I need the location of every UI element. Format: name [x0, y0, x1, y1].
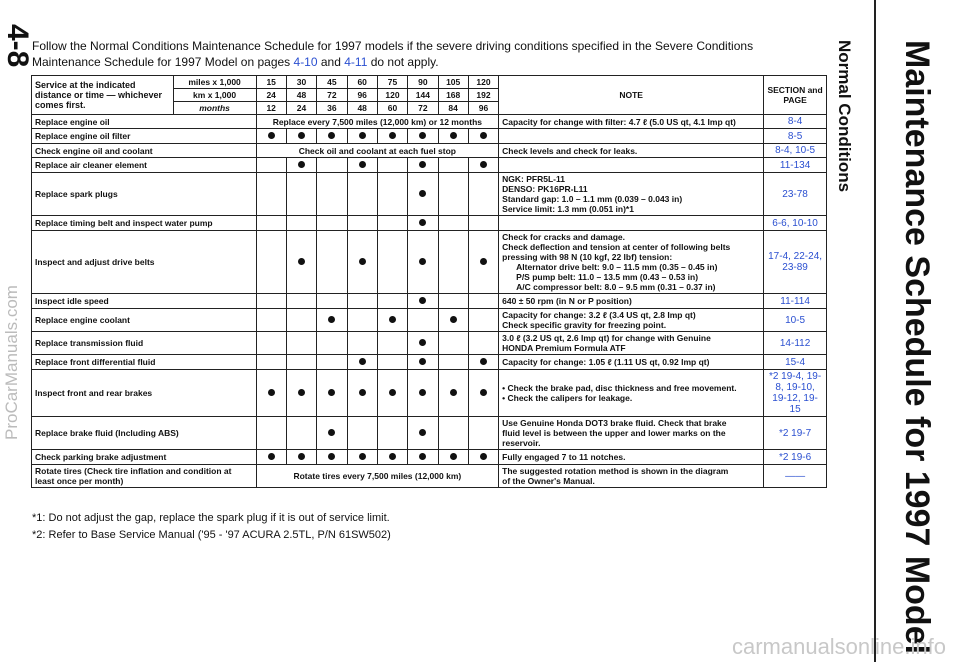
- km-value: 120: [377, 89, 407, 102]
- table-row: [32, 231, 827, 294]
- section-page-link[interactable]: *2 19-4, 19-8, 19-10, 19-12, 19-15: [764, 370, 827, 417]
- table-row: [32, 129, 827, 144]
- interval-cell: [256, 450, 286, 465]
- months-value: 12: [256, 102, 286, 115]
- footnotes: [32, 510, 391, 544]
- miles-value: 60: [347, 76, 377, 89]
- section-page-link[interactable]: 8-4, 10-5: [764, 144, 827, 158]
- interval-cell: [347, 294, 377, 309]
- watermark-left: ProCarManuals.com: [2, 285, 21, 440]
- table-row: [32, 465, 827, 488]
- service-item: Replace engine oil filter: [32, 129, 257, 144]
- interval-cell: [347, 450, 377, 465]
- interval-cell: [347, 355, 377, 370]
- interval-cell: [347, 309, 377, 332]
- km-value: 168: [438, 89, 468, 102]
- interval-cell: [468, 173, 498, 216]
- note-line: HONDA Premium Formula ATF: [502, 343, 626, 353]
- months-value: 36: [317, 102, 347, 115]
- side-title-sub: Normal Conditions: [835, 40, 854, 193]
- interval-cell: [377, 450, 407, 465]
- note-line: Check for cracks and damage.: [502, 232, 625, 242]
- page-link-4-11[interactable]: 4-11: [344, 55, 368, 69]
- note-cell: [499, 309, 764, 332]
- interval-cell: [377, 294, 407, 309]
- interval-cell: [256, 332, 286, 355]
- note-cell: [499, 417, 764, 450]
- page-link-4-10[interactable]: 4-10: [293, 55, 318, 69]
- interval-cell: [317, 332, 347, 355]
- interval-cell: [256, 417, 286, 450]
- service-dot-icon: [480, 258, 487, 265]
- interval-cell: [317, 370, 347, 417]
- service-item: Rotate tires (Check tire inflation and condition at least once per month): [32, 465, 257, 488]
- interval-cell: [438, 332, 468, 355]
- service-dot-icon: [419, 190, 426, 197]
- note-cell: [499, 129, 764, 144]
- interval-cell: [377, 309, 407, 332]
- service-dot-icon: [419, 219, 426, 226]
- side-title-main: Maintenance Schedule for 1997 Model: [898, 40, 936, 655]
- note-line: Use Genuine Honda DOT3 brake fluid. Check that brake: [502, 418, 727, 428]
- service-dot-icon: [268, 389, 275, 396]
- interval-cell: [468, 294, 498, 309]
- interval-cell: [377, 158, 407, 173]
- interval-cell: [468, 370, 498, 417]
- note-line: Standard gap: 1.0 – 1.1 mm (0.039 – 0.043 in): [502, 194, 683, 204]
- interval-cell: [286, 216, 316, 231]
- months-label: months: [173, 102, 256, 115]
- interval-cell: [317, 355, 347, 370]
- service-dot-icon: [419, 132, 426, 139]
- header-row-miles: [32, 76, 827, 89]
- interval-cell: [286, 309, 316, 332]
- interval-cell: [317, 158, 347, 173]
- interval-cell: [468, 332, 498, 355]
- service-dot-icon: [298, 389, 305, 396]
- service-item: Replace engine oil: [32, 115, 257, 129]
- service-dot-icon: [480, 358, 487, 365]
- service-dot-icon: [419, 161, 426, 168]
- interval-cell: [438, 450, 468, 465]
- service-dot-icon: [450, 389, 457, 396]
- interval-cell: [286, 231, 316, 294]
- interval-cell: [377, 216, 407, 231]
- interval-cell: [438, 158, 468, 173]
- section-page-link[interactable]: 15-4: [764, 355, 827, 370]
- interval-cell: [347, 231, 377, 294]
- miles-value: 45: [317, 76, 347, 89]
- months-value: 48: [347, 102, 377, 115]
- service-item: Replace brake fluid (Including ABS): [32, 417, 257, 450]
- note-cell: Check levels and check for leaks.: [499, 144, 764, 158]
- footnote-2: *2: Refer to Base Service Manual ('95 - '97 ACURA 2.5TL, P/N 61SW502): [32, 529, 391, 541]
- page-number: 4-8: [1, 24, 34, 68]
- interval-cell: [256, 231, 286, 294]
- interval-cell: [438, 173, 468, 216]
- interval-cell: [347, 158, 377, 173]
- interval-cell: [377, 173, 407, 216]
- note-cell: 640 ± 50 rpm (in N or P position): [499, 294, 764, 309]
- service-dot-icon: [419, 358, 426, 365]
- interval-cell: [408, 173, 438, 216]
- service-dot-icon: [328, 389, 335, 396]
- note-line: fluid level is between the upper and lower marks on the: [502, 428, 726, 438]
- miles-value: 90: [408, 76, 438, 89]
- service-dot-icon: [359, 358, 366, 365]
- service-dot-icon: [480, 132, 487, 139]
- interval-cell: [317, 173, 347, 216]
- months-value: 84: [438, 102, 468, 115]
- note-cell: Capacity for change: 1.05 ℓ (1.11 US qt, 0.92 Imp qt): [499, 355, 764, 370]
- miles-value: 15: [256, 76, 286, 89]
- interval-cell: [468, 417, 498, 450]
- section-page-link[interactable]: 14-112: [764, 332, 827, 355]
- service-dot-icon: [450, 316, 457, 323]
- service-dot-icon: [419, 297, 426, 304]
- km-value: 96: [347, 89, 377, 102]
- interval-cell: [256, 173, 286, 216]
- interval-cell: [468, 216, 498, 231]
- service-dot-icon: [359, 453, 366, 460]
- service-item: Replace transmission fluid: [32, 332, 257, 355]
- interval-cell: [286, 294, 316, 309]
- interval-cell: [438, 370, 468, 417]
- section-page-link[interactable]: 17-4, 22-24, 23-89: [764, 231, 827, 294]
- service-dot-icon: [419, 389, 426, 396]
- note-line: DENSO: PK16PR-L11: [502, 184, 588, 194]
- interval-cell: [286, 173, 316, 216]
- interval-cell: [438, 231, 468, 294]
- miles-value: 120: [468, 76, 498, 89]
- interval-cell: [438, 309, 468, 332]
- note-cell: [499, 370, 764, 417]
- service-dot-icon: [359, 161, 366, 168]
- service-dot-icon: [328, 453, 335, 460]
- service-item: Check parking brake adjustment: [32, 450, 257, 465]
- service-dot-icon: [419, 453, 426, 460]
- table-row: [32, 216, 827, 231]
- miles-label: miles x 1,000: [173, 76, 256, 89]
- interval-span: Replace every 7,500 miles (12,000 km) or 12 months: [256, 115, 499, 129]
- interval-cell: [408, 231, 438, 294]
- interval-cell: [408, 355, 438, 370]
- interval-cell: [256, 309, 286, 332]
- interval-span: Rotate tires every 7,500 miles (12,000 km): [256, 465, 499, 488]
- section-page-link[interactable]: 11-114: [764, 294, 827, 309]
- interval-cell: [256, 370, 286, 417]
- footnote-1: *1: Do not adjust the gap, replace the spark plug if it is out of service limit.: [32, 512, 390, 524]
- service-dot-icon: [328, 316, 335, 323]
- interval-cell: [286, 355, 316, 370]
- interval-cell: [408, 332, 438, 355]
- interval-cell: [468, 129, 498, 144]
- service-dot-icon: [389, 132, 396, 139]
- note-line: Check specific gravity for freezing point.: [502, 320, 667, 330]
- interval-cell: [347, 216, 377, 231]
- note-cell: [499, 332, 764, 355]
- km-value: 144: [408, 89, 438, 102]
- miles-value: 75: [377, 76, 407, 89]
- table-row: [32, 332, 827, 355]
- interval-cell: [286, 450, 316, 465]
- service-dot-icon: [298, 453, 305, 460]
- table-row: [32, 450, 827, 465]
- months-value: 60: [377, 102, 407, 115]
- service-item: Replace timing belt and inspect water pump: [32, 216, 257, 231]
- interval-cell: [256, 294, 286, 309]
- interval-cell: [286, 417, 316, 450]
- side-title: [835, 40, 936, 655]
- table-row: [32, 173, 827, 216]
- interval-cell: [408, 129, 438, 144]
- interval-cell: [286, 158, 316, 173]
- table-row: [32, 294, 827, 309]
- service-dot-icon: [480, 453, 487, 460]
- km-label: km x 1,000: [173, 89, 256, 102]
- section-page-link[interactable]: *2 19-7: [764, 417, 827, 450]
- note-line: 3.0 ℓ (3.2 US qt, 2.6 Imp qt) for change with Genuine: [502, 333, 711, 343]
- note-line: Check deflection and tension at center of following belts pressing with 98 N (10 kgf, 22 lbf) tension:: [502, 242, 731, 262]
- interval-cell: [317, 417, 347, 450]
- intro-part1: Follow the Normal Conditions Maintenance Schedule for 1997 models if the severe driving conditions specified in the Severe Conditions Maintenance Schedule for 1997 Model on pages: [32, 39, 754, 69]
- section-page-link[interactable]: *2 19-6: [764, 450, 827, 465]
- interval-cell: [317, 294, 347, 309]
- interval-cell: [317, 216, 347, 231]
- note-cell: [499, 216, 764, 231]
- interval-cell: [377, 332, 407, 355]
- interval-cell: [408, 370, 438, 417]
- service-dot-icon: [389, 453, 396, 460]
- note-cell: [499, 465, 764, 488]
- interval-cell: [377, 129, 407, 144]
- months-value: 72: [408, 102, 438, 115]
- interval-cell: [347, 370, 377, 417]
- note-header: NOTE: [499, 76, 764, 115]
- interval-cell: [408, 294, 438, 309]
- interval-cell: [408, 158, 438, 173]
- service-dot-icon: [359, 389, 366, 396]
- interval-cell: [408, 309, 438, 332]
- note-cell: [499, 158, 764, 173]
- section-page-link[interactable]: 8-4: [764, 115, 827, 129]
- note-line: NGK: PFR5L-11: [502, 174, 565, 184]
- interval-cell: [317, 129, 347, 144]
- service-dot-icon: [480, 161, 487, 168]
- note-cell: [499, 173, 764, 216]
- km-value: 24: [256, 89, 286, 102]
- service-dot-icon: [298, 132, 305, 139]
- interval-cell: [408, 216, 438, 231]
- service-item: Replace engine coolant: [32, 309, 257, 332]
- intro-text: [32, 38, 822, 70]
- section-page-link[interactable]: 8-5: [764, 129, 827, 144]
- interval-cell: [468, 450, 498, 465]
- interval-cell: [317, 450, 347, 465]
- note-line: The suggested rotation method is shown in the diagram: [502, 466, 729, 476]
- section-page-link[interactable]: 23-78: [764, 173, 827, 216]
- table-row: [32, 158, 827, 173]
- months-value: 24: [286, 102, 316, 115]
- section-page-link[interactable]: 11-134: [764, 158, 827, 173]
- interval-span: Check oil and coolant at each fuel stop: [256, 144, 499, 158]
- section-page-link[interactable]: 10-5: [764, 309, 827, 332]
- service-dot-icon: [389, 389, 396, 396]
- service-dot-icon: [419, 429, 426, 436]
- service-header: Service at the indicated distance or time — whichever comes first.: [32, 76, 174, 115]
- service-item: Replace front differential fluid: [32, 355, 257, 370]
- service-dot-icon: [450, 453, 457, 460]
- km-value: 192: [468, 89, 498, 102]
- service-dot-icon: [419, 339, 426, 346]
- table-row: [32, 144, 827, 158]
- interval-cell: [377, 370, 407, 417]
- interval-cell: [256, 129, 286, 144]
- table-row: [32, 370, 827, 417]
- interval-cell: [438, 216, 468, 231]
- km-value: 72: [317, 89, 347, 102]
- service-item: Inspect idle speed: [32, 294, 257, 309]
- service-item: Replace spark plugs: [32, 173, 257, 216]
- interval-cell: [286, 332, 316, 355]
- interval-cell: [347, 332, 377, 355]
- note-indent-line: A/C compressor belt: 8.0 – 9.5 mm (0.31 – 0.37 in): [516, 282, 716, 292]
- note-cell: Fully engaged 7 to 11 notches.: [499, 450, 764, 465]
- interval-cell: [317, 231, 347, 294]
- note-cell: [499, 231, 764, 294]
- miles-value: 105: [438, 76, 468, 89]
- service-dot-icon: [480, 389, 487, 396]
- miles-value: 30: [286, 76, 316, 89]
- interval-cell: [408, 450, 438, 465]
- interval-cell: [438, 417, 468, 450]
- note-indent-line: P/S pump belt: 11.0 – 13.5 mm (0.43 – 0.53 in): [516, 272, 699, 282]
- interval-cell: [286, 370, 316, 417]
- note-cell: Capacity for change with filter: 4.7 ℓ (5.0 US qt, 4.1 Imp qt): [499, 115, 764, 129]
- interval-cell: [256, 158, 286, 173]
- service-dot-icon: [298, 161, 305, 168]
- interval-cell: [377, 231, 407, 294]
- service-dot-icon: [328, 429, 335, 436]
- service-dot-icon: [419, 258, 426, 265]
- interval-cell: [377, 417, 407, 450]
- note-line: • Check the calipers for leakage.: [502, 393, 633, 403]
- intro-part2: do not apply.: [367, 55, 439, 69]
- note-line: Capacity for change: 3.2 ℓ (3.4 US qt, 2.8 Imp qt): [502, 310, 696, 320]
- interval-cell: [438, 294, 468, 309]
- interval-cell: [408, 417, 438, 450]
- note-line: • Check the brake pad, disc thickness and free movement.: [502, 383, 737, 393]
- interval-cell: [347, 173, 377, 216]
- interval-cell: [286, 129, 316, 144]
- service-dot-icon: [450, 132, 457, 139]
- note-line: reservoir.: [502, 438, 541, 448]
- section-page-link[interactable]: ——: [764, 465, 827, 488]
- section-page-link[interactable]: 6-6, 10-10: [764, 216, 827, 231]
- table-row: [32, 355, 827, 370]
- section-header: SECTION and PAGE: [764, 76, 827, 115]
- interval-cell: [438, 355, 468, 370]
- maintenance-table: [31, 75, 827, 488]
- note-line: of the Owner's Manual.: [502, 476, 595, 486]
- service-item: Replace air cleaner element: [32, 158, 257, 173]
- service-dot-icon: [328, 132, 335, 139]
- service-item: Check engine oil and coolant: [32, 144, 257, 158]
- table-row: [32, 115, 827, 129]
- interval-cell: [256, 355, 286, 370]
- service-item: Inspect and adjust drive belts: [32, 231, 257, 294]
- interval-cell: [468, 355, 498, 370]
- interval-cell: [347, 129, 377, 144]
- interval-cell: [438, 129, 468, 144]
- table-row: [32, 417, 827, 450]
- service-dot-icon: [268, 453, 275, 460]
- intro-and: and: [317, 55, 345, 69]
- service-dot-icon: [298, 258, 305, 265]
- interval-cell: [468, 231, 498, 294]
- interval-cell: [468, 309, 498, 332]
- service-item: Inspect front and rear brakes: [32, 370, 257, 417]
- note-indent-line: Alternator drive belt: 9.0 – 11.5 mm (0.35 – 0.45 in): [516, 262, 718, 272]
- service-dot-icon: [359, 132, 366, 139]
- km-value: 48: [286, 89, 316, 102]
- months-value: 96: [468, 102, 498, 115]
- interval-cell: [347, 417, 377, 450]
- interval-cell: [468, 158, 498, 173]
- note-line: Service limit: 1.3 mm (0.051 in)*1: [502, 204, 634, 214]
- interval-cell: [317, 309, 347, 332]
- interval-cell: [377, 355, 407, 370]
- service-dot-icon: [389, 316, 396, 323]
- service-dot-icon: [268, 132, 275, 139]
- interval-cell: [256, 216, 286, 231]
- service-dot-icon: [359, 258, 366, 265]
- table-row: [32, 309, 827, 332]
- watermark-right: carmanualsonline.info: [731, 634, 946, 659]
